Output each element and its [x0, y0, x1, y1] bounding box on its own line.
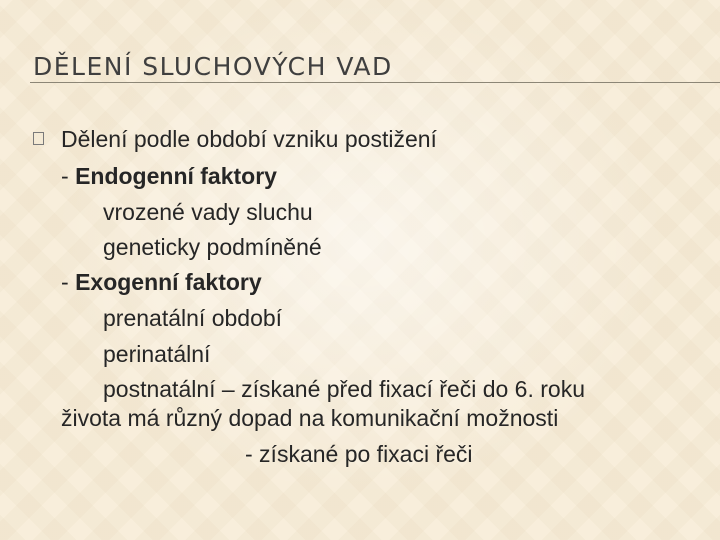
slide-title: DĚLENÍ SLUCHOVÝCH VAD — [33, 52, 393, 81]
bold-heading: Endogenní faktory — [75, 163, 277, 189]
body-text: - získané po fixaci řeči — [245, 441, 473, 467]
body-line — [103, 304, 282, 332]
body-line — [103, 375, 585, 403]
body-line — [245, 440, 473, 468]
body-line — [61, 268, 262, 296]
dash-prefix: - — [61, 269, 76, 295]
body-line — [103, 198, 313, 226]
body-text: geneticky podmíněné — [103, 234, 322, 260]
body-text: perinatální — [103, 341, 211, 367]
body-text: prenatální období — [103, 305, 283, 331]
body-text: života má různý dopad na komunikační možnosti — [61, 405, 559, 431]
dash-prefix: - — [61, 163, 76, 189]
checkbox-outline-icon — [33, 132, 44, 145]
body-line — [103, 233, 322, 261]
body-text: vrozené vady sluchu — [103, 199, 313, 225]
body-text: Dělení podle období vzniku postižení — [61, 126, 437, 152]
body-line — [103, 340, 210, 368]
body-line — [61, 162, 277, 190]
bold-heading: Exogenní faktory — [75, 269, 262, 295]
body-line — [61, 404, 558, 432]
body-line — [61, 125, 437, 153]
body-text: postnatální – získané před fixací řeči do 6. roku — [103, 376, 585, 402]
